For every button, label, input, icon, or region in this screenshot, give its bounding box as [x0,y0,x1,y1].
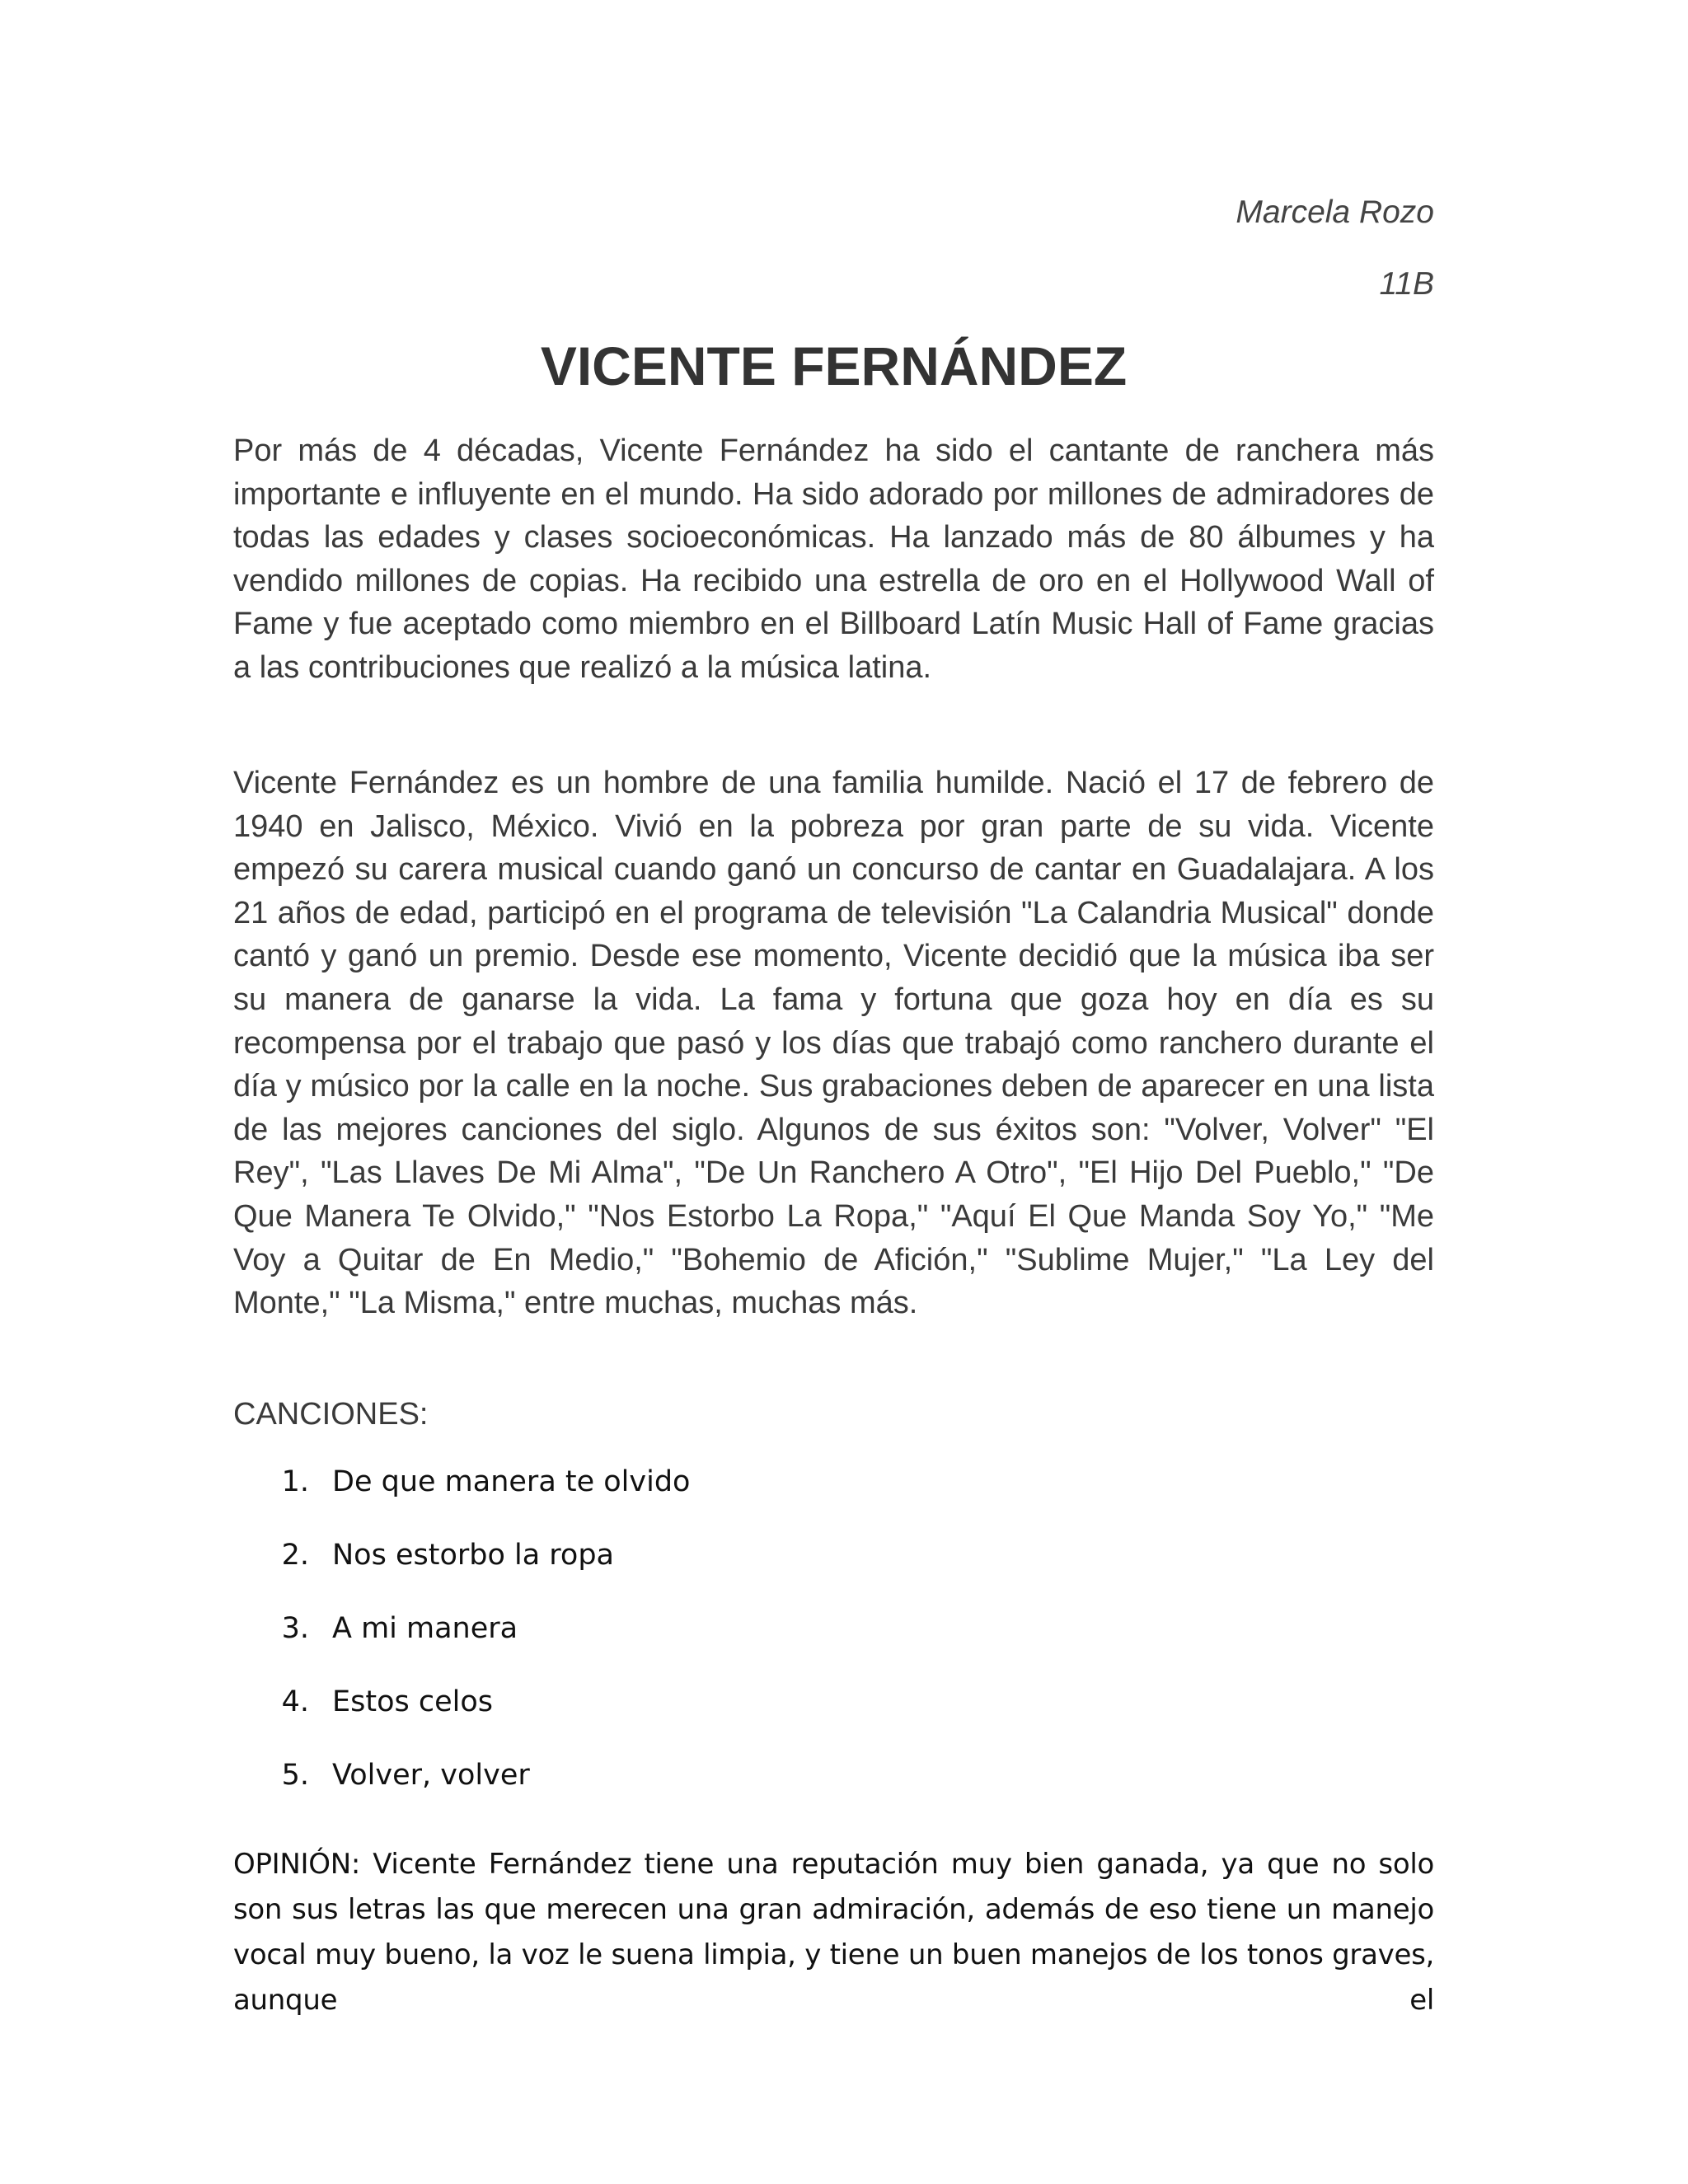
document-title: VICENTE FERNÁNDEZ [540,335,1128,396]
biography-paragraph: Vicente Fernández es un hombre de una familia humilde. Nació el 17 de febrero de 1940 en Jalisco, México. Vivió en la pobreza por gran parte de su vida. Vicente empezó su carera musical cuando ganó un concurso de cantar en Guadalajara. A los 21 años de edad, participó en el programa de televisión "La Calandria Musical" donde cantó y ganó un premio. Desde ese momento, Vicente decidió que la música iba ser su manera de ganarse la vida. La fama y fortuna que goza hoy en día es su recompensa por el trabajo que pasó y los días que trabajó como ranchero durante el día y músico por la calle en la noche. Sus grabaciones deben de aparecer en una lista de las mejores canciones del siglo. Algunos de sus éxitos son: "Volver, Volver" "El Rey", "Las Llaves De Mi Alma", "De Un Ranchero A Otro", "El Hijo Del Pueblo," "De Que Manera Te Olvido," "Nos Estorbo La Ropa," "Aquí El Que Manda Soy Yo," "Me Voy a Quitar de En Medio," "Bohemio de Afición," "Sublime Mujer," "La Ley del Monte," "La Misma," entre muchas, muchas más. [233,766,1434,1321]
song-title: Nos estorbo la ropa [332,1539,615,1572]
song-number: 4. [281,1685,309,1718]
songs-heading: CANCIONES: [233,1397,429,1432]
song-title: A mi manera [332,1612,518,1645]
song-title: De que manera te olvido [332,1465,691,1498]
song-title: Volver, volver [332,1759,530,1792]
song-number: 2. [281,1539,309,1572]
author-name: Marcela Rozo [1236,194,1434,230]
opinion-paragraph: OPINIÓN: Vicente Fernández tiene una reputación muy bien ganada, ya que no solo son sus letras las que merecen una gran admiración, además de eso tiene un manejo vocal muy bueno, la voz le suena limpia, y tiene un buen manejos de los tonos graves, aunque el [233,1848,1434,2017]
song-number: 5. [281,1759,309,1792]
song-title: Estos celos [332,1685,493,1718]
intro-paragraph: Por más de 4 décadas, Vicente Fernández ha sido el cantante de ranchera más importante e influyente en el mundo. Ha sido adorado por millones de admiradores de todas las edades y clases socioeconómicas. Ha lanzado más de 80 álbumes y ha vendido millones de copias. Ha recibido una estrella de oro en el Hollywood Wall of Fame y fue aceptado como miembro en el Billboard Latín Music Hall of Fame gracias a las contribuciones que realizó a la música latina. [233,434,1434,685]
song-number: 1. [281,1465,309,1498]
grade-label: 11B [1379,266,1434,302]
song-number: 3. [281,1612,309,1645]
